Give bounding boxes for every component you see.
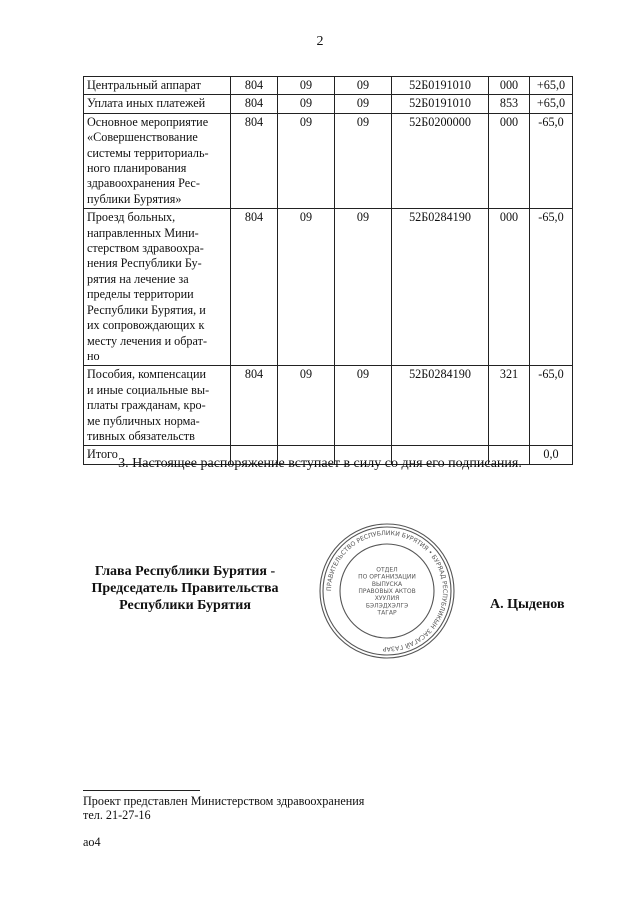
svg-text:ОТДЕЛ: ОТДЕЛ [376, 566, 398, 574]
cell-target-article: 52Б0191010 [392, 95, 489, 113]
cell-name [84, 113, 231, 208]
cell-name-line: нения Республики Бу- [87, 256, 202, 271]
cell-name-line: тивных обязательств [87, 428, 195, 443]
cell-section: 09 [278, 209, 335, 366]
cell-name-line: «Совершенствование [87, 130, 198, 145]
cell-section: 09 [278, 77, 335, 95]
svg-text:ХУУЛИЯ: ХУУЛИЯ [374, 595, 400, 603]
cell-name-line: Центральный аппарат [87, 78, 201, 92]
cell-name-line: Проезд больных, [87, 210, 176, 225]
cell-name-line: их сопровождающих к [87, 318, 205, 333]
cell-name-line: платы гражданам, кро- [87, 398, 206, 413]
cell-expense-type: 000 [489, 77, 530, 95]
cell-name-line: Республики Бурятия, и [87, 302, 206, 317]
clause-text: 3. Настоящее распоряжение вступает в силу со дня его подписания. [118, 456, 522, 471]
cell-target-article: 52Б0200000 [392, 113, 489, 208]
cell-name [84, 95, 231, 113]
table-row [84, 77, 573, 95]
cell-section: 09 [278, 113, 335, 208]
table-row [84, 209, 573, 366]
cell-name [84, 77, 231, 95]
cell-amount: -65,0 [530, 209, 573, 366]
cell-section: 09 [278, 366, 335, 446]
cell-name-line: стерством здравоохра- [87, 241, 204, 256]
cell-expense-type: 000 [489, 209, 530, 366]
cell-amount: +65,0 [530, 77, 573, 95]
cell-subsection: 09 [335, 113, 392, 208]
cell-name [84, 366, 231, 446]
cell-target-article: 52Б0284190 [392, 366, 489, 446]
page-number: 2 [316, 34, 324, 49]
cell-name-line: Уплата иных платежей [87, 96, 206, 111]
signer-name: А. Цыденов [490, 597, 565, 612]
footnote [83, 794, 364, 822]
cell-name-line: здравоохранения Рес- [87, 176, 200, 191]
footnote-line: Проект представлен Министерством здравоохранения [83, 794, 365, 808]
svg-text:ПРАВИТЕЛЬСТВО РЕСПУБЛИКИ БУРЯТ: ПРАВИТЕЛЬСТВО РЕСПУБЛИКИ БУРЯТИЯ • БУРЯАД РЕСПУБЛИКЫН ЗАСАГАЙ ГАЗАР [325, 529, 449, 653]
cell-target-article: 52Б0191010 [392, 77, 489, 95]
svg-text:ВЫПУСКА: ВЫПУСКА [371, 580, 403, 588]
cell-name-line: но [87, 348, 100, 363]
cell-amount: +65,0 [530, 95, 573, 113]
signer-position-line: Глава Республики Бурятия - [94, 564, 276, 579]
cell-subsection: 09 [335, 209, 392, 366]
cell-target-article: 52Б0284190 [392, 209, 489, 366]
cell-grbs: 804 [231, 366, 278, 446]
cell-amount: 0,0 [530, 446, 573, 464]
svg-text:ТАГАР: ТАГАР [377, 609, 397, 617]
cell-name-line: системы территориаль- [87, 145, 209, 160]
cell-subsection: 09 [335, 95, 392, 113]
footnote-divider [83, 790, 200, 791]
cell-grbs: 804 [231, 77, 278, 95]
table-row [84, 113, 573, 208]
cell-subsection: 09 [335, 366, 392, 446]
cell-grbs: 804 [231, 209, 278, 366]
cell-amount: -65,0 [530, 113, 573, 208]
svg-text:БЭЛЭДХЭЛГЭ: БЭЛЭДХЭЛГЭ [365, 602, 409, 610]
cell-grbs: 804 [231, 95, 278, 113]
signer-position-line: Председатель Правительства [91, 581, 279, 596]
cell-section: 09 [278, 95, 335, 113]
cell-subsection: 09 [335, 77, 392, 95]
cell-name-line: направленных Мини- [87, 225, 199, 240]
svg-text:ПРАВОВЫХ АКТОВ: ПРАВОВЫХ АКТОВ [358, 588, 416, 595]
cell-grbs: 804 [231, 113, 278, 208]
cell-name-line: месту лечения и обрат- [87, 333, 207, 348]
cell-name-line: Основное мероприятие [87, 114, 209, 129]
cell-name-line: Пособия, компенсации [87, 367, 206, 382]
budget-table [83, 76, 573, 465]
official-seal [317, 521, 457, 661]
table-row [84, 366, 573, 446]
table-row [84, 95, 573, 113]
footnote-line: тел. 21-27-16 [83, 808, 151, 822]
cell-name-line: рятия на лечение за [87, 271, 189, 286]
cell-expense-type: 000 [489, 113, 530, 208]
signer-position [65, 563, 305, 614]
cell-name-line: и иные социальные вы- [87, 382, 210, 397]
cell-expense-type: 853 [489, 95, 530, 113]
cell-name-line: пределы территории [87, 287, 194, 302]
document-code: ао4 [83, 835, 101, 849]
signer-position-line: Республики Бурятия [119, 598, 251, 613]
cell-name [84, 209, 231, 366]
svg-text:ПО ОРГАНИЗАЦИИ: ПО ОРГАНИЗАЦИИ [358, 573, 416, 581]
cell-expense-type: 321 [489, 366, 530, 446]
cell-name-line: Итого [87, 447, 118, 462]
cell-amount: -65,0 [530, 366, 573, 446]
cell-name-line: публики Бурятия» [87, 191, 182, 206]
cell-name-line: ного планирования [87, 161, 187, 176]
cell-name-line: ме публичных норма- [87, 413, 200, 428]
